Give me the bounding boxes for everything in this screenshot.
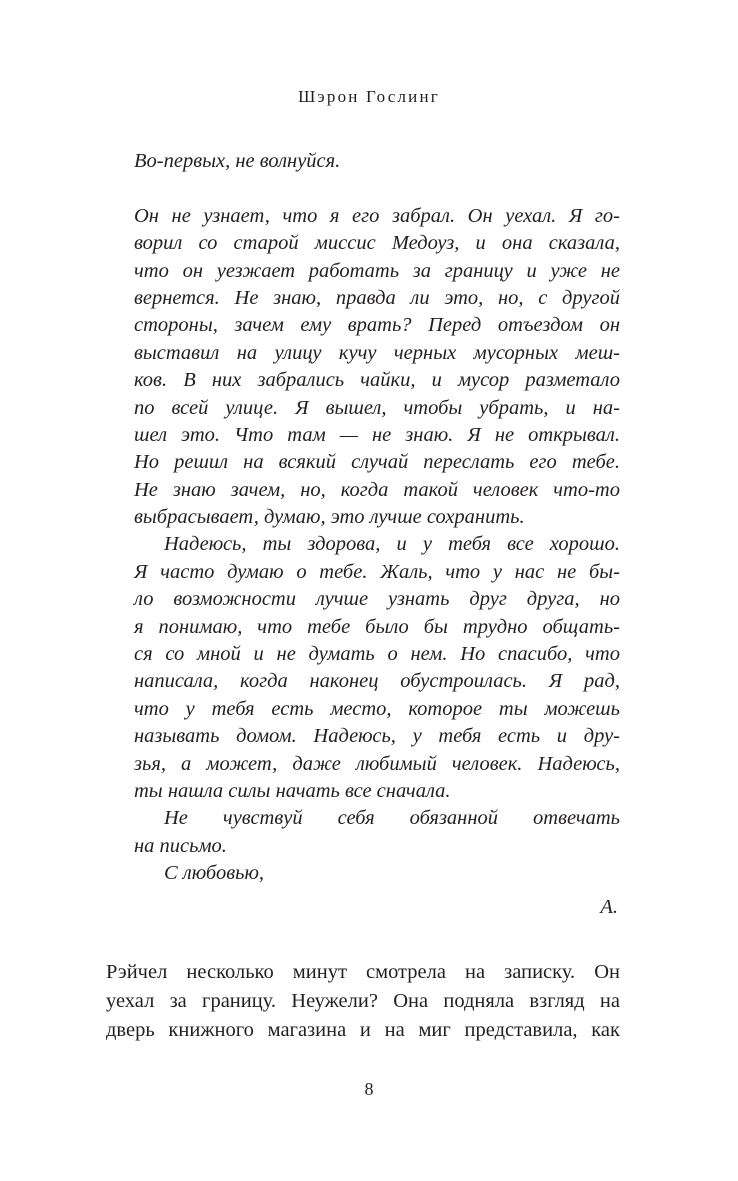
letter-closing: С любовью, bbox=[164, 862, 265, 885]
narrative-paragraph bbox=[106, 958, 620, 1045]
narrative-line: Рэйчел несколько минут смотрела на записку. Он bbox=[106, 961, 620, 983]
letter-line: ков. В них забрались чайки, и мусор разметало bbox=[134, 369, 620, 392]
letter-signature: А. bbox=[600, 895, 618, 918]
letter-line: по всей улице. Я вышел, чтобы убрать, и на- bbox=[134, 396, 620, 419]
letter-line: выставил на улицу кучу черных мусорных меш- bbox=[134, 341, 620, 364]
letter-line: Не чувствуй себя обязанной отвечать bbox=[164, 807, 620, 830]
letter-line: что он уезжает работать за границу и уже не bbox=[134, 259, 620, 282]
letter-line: выбрасывает, думаю, это лучше сохранить. bbox=[134, 506, 525, 529]
running-header bbox=[0, 86, 738, 108]
narrative-line: уехал за границу. Неужели? Она подняла взгляд на bbox=[106, 990, 620, 1012]
running-title: Шэрон Гослинг bbox=[298, 87, 440, 106]
letter-line: вернется. Не знаю, правда ли это, но, с другой bbox=[134, 286, 620, 309]
page-number-value: 8 bbox=[364, 1079, 374, 1099]
letter-line: написала, когда наконец обустроилась. Я рад, bbox=[134, 670, 620, 693]
letter-block bbox=[134, 148, 620, 921]
letter-line: Не знаю зачем, но, когда такой человек что-то bbox=[134, 478, 620, 501]
letter-line: ся со мной и не думать о нем. Но спасибо, что bbox=[134, 643, 620, 666]
letter-line: Я часто думаю о тебе. Жаль, что у нас не бы- bbox=[134, 560, 620, 583]
narrative-line: дверь книжного магазина и на миг представила, как bbox=[106, 1019, 620, 1041]
letter-line: Но решил на всякий случай переслать его тебе. bbox=[134, 451, 620, 474]
letter-line: зья, а может, даже любимый человек. Надеюсь, bbox=[134, 752, 620, 775]
letter-line: ворил со старой миссис Медоуз, и она сказала, bbox=[134, 232, 620, 255]
letter-line: ты нашла силы начать все сначала. bbox=[134, 779, 451, 802]
page-number bbox=[0, 1078, 738, 1100]
letter-line: шел это. Что там — не знаю. Я не открывал. bbox=[134, 423, 620, 446]
letter-line: что у тебя есть место, которое ты можешь bbox=[134, 697, 620, 720]
letter-line: я понимаю, что тебе было бы трудно общать- bbox=[134, 615, 620, 638]
letter-line: ло возможности лучше узнать друг друга, но bbox=[134, 588, 620, 611]
letter-line: называть домом. Надеюсь, у тебя есть и дру- bbox=[134, 725, 620, 748]
paragraph-gap bbox=[134, 175, 620, 202]
letter-greeting: Во-первых, не волнуйся. bbox=[134, 150, 341, 172]
letter-line: Надеюсь, ты здорова, и у тебя все хорошо. bbox=[164, 533, 620, 556]
letter-line: стороны, зачем ему врать? Перед отъездом он bbox=[134, 314, 620, 337]
letter-line: на письмо. bbox=[134, 834, 227, 857]
letter-line: Он не узнает, что я его забрал. Он уехал. Я го- bbox=[134, 204, 620, 227]
